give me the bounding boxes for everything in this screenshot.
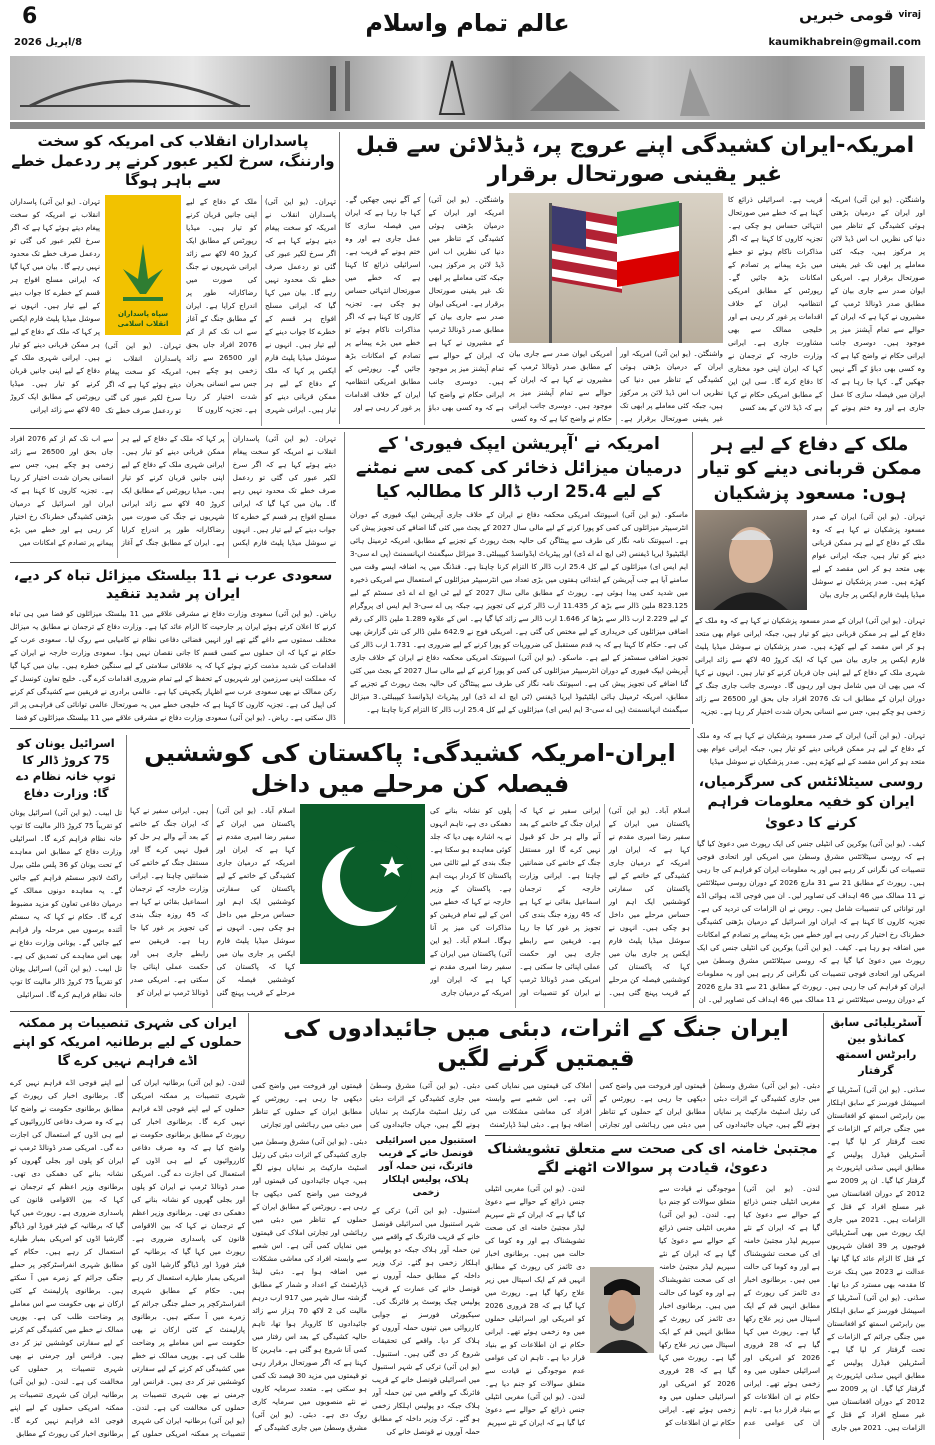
story-pakistan-body-right: اسلام آباد۔ (یو این آئی) پاکستان میں ایران کے سفیر رضا امیری مقدم نے کہا ہے کہ ایران اور امریکہ کے درمیان جاری کشیدگی کے خاتمے کے لیے پاکستان کی سفارتی کوششیں ایک اہم اور حساس مرحلے میں داخل ہو چکی ہیں۔ انہوں نے سوشل میڈیا پلیٹ فارم ایکس پر جاری بیان میں کہا کہ پاکستان کی کوششیں فیصلہ کن مرحلے کے قریب پہنچ گئی ہیں۔ ایرانی سفیر نے کہا کہ ایران جنگ کے خاتمے کے بعد آنے والے ہر حل کو قبول نہیں کرے گا اور مستقل جنگ کے خاتمے کی ضمانتیں چاہتا ہے۔ ایرانی وزارت خارجہ کے ترجمان اسماعیل بقائی نے کہا ہے کہ 45 روزہ جنگ بندی کی تجویز پر غور کیا جا رہا ہے۔ فریقین سے رابطے جاری ہیں اور حکمت عملی اپنائی جا سکتی ہے۔ امریکی صدر ڈونالڈ ٹرمپ نے ایران کو تنصیبات اور پلوں کو نشانہ بنانے کی دھمکی دی ہے، تاہم انہوں نے یہ اشارہ بھی دیا کہ جلد کوئی معاہدہ ہو سکتا ہے۔ جنگ بندی کے لیے ثالثی میں پاکستان کا کردار بہت اہم ہے۔ پاکستان کے وزیر خارجہ نے کہا کہ خطے میں امن کے لیے تمام فریقین کو مذاکرات کی میز پر آنا ہوگا۔ اسلام آباد۔ (یو این آئی) پاکستان میں ایران کے سفیر رضا امیری مقدم نے کہا ہے کہ ایران اور امریکہ کے درمیان جاری bbox=[430, 806, 690, 998]
column-divider bbox=[692, 432, 693, 724]
story-istanbul-body: استنبول۔ (یو این آئی) ترکی کے شہر استنبول میں اسرائیلی قونصل خانے کے قریب فائرنگ کے واقعے میں تین حملہ آور ہلاک جبکہ دو پولیس اہلکار زخمی ہو گئے۔ ترک وزیر داخلہ کے مطابق حملہ آوروں نے قونصل خانے کی عمارت کے قریب پولیس چیک پوسٹ پر فائرنگ کی۔ سیکیورٹی فورسز نے جوابی کارروائی میں تینوں حملہ آوروں کو ہلاک کر دیا۔ واقعے کی تحقیقات شروع کر دی گئی ہیں۔ استنبول۔ (یو این آئی) ترکی کے شہر استنبول میں اسرائیلی قونصل خانے کے قریب فائرنگ کے واقعے میں تین حملہ آور ہلاک جبکہ دو پولیس اہلکار زخمی ہو گئے۔ ترک وزیر داخلہ کے مطابق حملہ آوروں نے قونصل خانے کی bbox=[372, 1206, 480, 1437]
story-pezeshkian-body-lower: تہران۔ (یو این آئی) ایران کے صدر مسعود پزشکیان نے کہا ہے کہ وہ ملک کے دفاع کے لیے ہر ممکن قربانی دینے کو تیار ہیں، جبکہ ایرانی عوام بھی متحد ہو کر اس مقصد کے لیے کھڑے ہیں۔ صدر پزشکیان نے سوشل میڈیا پلیٹ فارم ایکس پر جاری بیان میں کہا کہ ایک کروڑ 40 لاکھ سے زائد ایرانی شہری ملک کے دفاع کے لیے اپنی جان قربان کرنے کو تیار ہیں۔ انہوں نے کہا کہ میں بھی ان میں شامل ہوں اور رہوں گا۔ دوسری جانب جاری جنگ کے دوران ایران کے مطابق اب تک 2076 افراد جاں بحق اور 26500 سے زائد زخمی ہو چکے ہیں، جس سے انسانی بحران شدت اختیار کر رہا ہے۔ تجزیہ bbox=[695, 615, 925, 716]
story-epic-fury-body: ماسکو۔ (یو این آئی) اسپوتنک امریکی محکمہ دفاع نے ایران کے خلاف جاری آپریشن ایپک فیوری کے دوران انٹرسیپٹر میزائلوں کی کمی کو پورا کرنے کے لیے مالی سال 2027 کے بجٹ میں کئی گنا اضافے کی تجویز پیش کی ہے۔ اسپوتنک نامہ نگار کی طرف سے پینٹاگن کی حالیہ بجٹ رپورٹ کے تجزیے کے مطابق، امریکہ ٹرمینل ہائی ایلٹیٹیوڈ ایریا ڈیفنس (ٹی ایچ اے اے ڈی) اور پیٹریاٹ ایڈوانسڈ کیپیبلٹی۔3 میزائل سیگمنٹ انہانسمنٹ (پی اے سی-3 ایم ایس ای) میزائلوں کے لیے کل 25.4 ارب ڈالر کا التزام کرنا چاہتا ہے۔ فنڈنگ میں یہ اضافہ ایسے وقت میں سامنے آیا ہے جب آپریشن کے ابتدائی ہفتوں میں بڑی تعداد میں انٹرسیپٹر میزائلوں کے استعمال سے امریکی ذخیرہ میں شدید کمی پیدا ہوئی ہے۔ رپورٹ کے مطابق مالی سال 2027 کے لیے ٹی ایچ اے اے ڈی سسٹم کے لیے 823.125 ملین ڈالر سے بڑھ کر 11.435 ارب ڈالر کرنے کی تجویز ہے، جبکہ پی اے سی-3 ایم ایس ای پروگرام کے لیے 2.229 ارب ڈالر سے بڑھا کر 1.646 ارب ڈالر سے زائد کیا گیا ہے۔ اس کے علاوہ 1.289 ملین ڈالر کی رقم اضافی میزائلوں کی خریداری کے لیے مختص کی گئی ہے۔ امریکی فوج نے 642.9 ملین ڈالر کی نئی گزارش بھی کی ہے۔ حکام کا کہنا ہے کہ یہ قدم مستقبل کی ضروریات کو پورا کرنے کے لیے ضروری ہے۔ 1.731 ارب ڈالر کی تجویز اضافی سسٹمز کے لیے ہے۔ ماسکو۔ (یو این آئی) اسپوتنک امریکی محکمہ دفاع نے ایران کے خلاف جاری آپریشن ایپک فیوری کے دوران انٹرسیپٹر میزائلوں کی کمی کو پورا کرنے کے لیے مالی سال 2027 کے بجٹ میں کئی گنا اضافے کی تجویز پیش کی ہے۔ اسپوتنک نامہ نگار کی طرف سے پینٹاگن کی حالیہ بجٹ رپورٹ کے تجزیے کے مطابق، امریکہ ٹرمینل ہائی ایلٹیٹیوڈ ایریا ڈیفنس (ٹی ایچ اے اے ڈی) اور پیٹریاٹ ایڈوانسڈ کیپیبلٹی۔3 میزائل سیگمنٹ انہانسمنٹ (پی اے سی-3 ایم ایس ای) میزائلوں کے لیے کل 25.4 ارب ڈالر کا التزام کرنا چاہتا ہے۔ bbox=[350, 510, 688, 715]
headline-pezeshkian: ملک کے دفاع کے لیے ہر ممکن قربانی دینے کو تیار ہوں: مسعود پزشکیان bbox=[698, 434, 922, 504]
header-divider bbox=[10, 122, 925, 129]
headline-russian-satellites: روسی سیٹلائٹس کی سرگرمیاں، ایران کو خفیہ معلومات فراہم کرنے کا دعویٰ bbox=[698, 774, 924, 831]
banner-illustration bbox=[10, 56, 925, 120]
row-divider bbox=[10, 1011, 925, 1012]
irgc-emblem-icon bbox=[118, 239, 168, 309]
headline-mojtaba: مجتبیٰ خامنہ ای کی صحت سے متعلق تشویشناک دعویٰ، قیادت پر سوالات اٹھنے لگے bbox=[487, 1140, 818, 1176]
story-dubai-body-lower: دبئی۔ (یو این آئی) مشرق وسطیٰ میں جاری کشیدگی کے اثرات دبئی کی رئیل اسٹیٹ مارکیٹ پر نمایاں ہونے لگے ہیں، جہاں جائیدادوں کی قیمتوں اور فروخت میں واضح کمی دیکھی جا رہی ہے۔ رپورٹس کے مطابق ایران کے حملوں کے تناظر میں دبئی میں رہائشی اور تجارتی املاک کی قیمتوں میں نمایاں کمی آئی ہے۔ اس شعبے سے وابستہ افراد کی معاشی مشکلات میں اضافہ ہوا ہے۔ دبئی لینڈ ڈپارٹمنٹ کے اعداد و شمار کے مطابق گزشتہ سال شہر میں 917 ارب درہم مالیت کی 2 لاکھ 70 ہزار سے زائد جائیدادوں کا کاروبار ہوا تھا، تاہم حالیہ کشیدگی کے بعد اس رفتار میں کمی آنا شروع ہو گئی ہے۔ ماہرین کا کہنا ہے کہ اگر صورتحال برقرار رہی تو قیمتوں میں مزید 30 فیصد تک کمی ہو سکتی ہے۔ متعدد سرمایہ کاروں نے نئے منصوبوں میں سرمایہ کاری روک دی ہے۔ دبئی۔ (یو این آئی) مشرق وسطیٰ میں جاری کشیدگی کے bbox=[252, 1136, 367, 1432]
pakistan-flag-photo bbox=[300, 804, 425, 964]
headline-israel-greece: اسرائیل یونان کو 75 کروڑ ڈالر کا توپ خانہ نظام دے گا: وزارت دفاع bbox=[16, 736, 116, 801]
story-irgc-body-right: تہران۔ (یو این آئی) پاسداران انقلاب نے امریکہ کو سخت پیغام دیتے ہوئے کہا ہے کہ اگر سرخ لکیر عبور کی گئی تو ردعمل صرف خطے تک محدود نہیں رہے گا۔ بیان میں کہا گیا کہ ایرانی مسلح افواج ہر قسم کے خطرے کا جواب دینے کے لیے تیار ہیں۔ انہوں نے سوشل میڈیا پلیٹ فارم ایکس پر کہا کہ ملک کے دفاع کے لیے ہر ممکن قربانی دینے کو تیار ہیں۔ ایرانی شہری ملک کے دفاع کے لیے اپنی جانیں قربان کرنے کو تیار ہیں۔ میڈیا رپورٹس کے مطابق ایک کروڑ 40 لاکھ سے زائد ایرانی شہریوں نے جنگ کی صورت میں رضاکارانہ طور پر اندراج کرایا ہے۔ ایران کے مطابق جنگ کے آغاز سے اب تک کم از کم 2076 افراد جاں بحق اور 26500 سے زائد زخمی ہو چکے ہیں، جس سے انسانی بحران شدت اختیار کر رہا ہے۔ تجزیہ کاروں کا bbox=[186, 196, 336, 414]
story-dubai bbox=[252, 1015, 820, 1439]
story-greece bbox=[10, 735, 122, 1008]
story-saudi-body: ریاض۔ (یو این آئی) سعودی وزارت دفاع نے مشرقی علاقے میں 11 بیلسٹک میزائلوں کو فضا میں ہی تباہ کرنے کا اعلان کرتے ہوئے ایران پر جارحیت کا الزام عائد کیا ہے۔ وزارت دفاع کے ترجمان نے مطابق یہ میزائل مختلف سمتوں سے داغے گئے تھے اور انہیں فضائی دفاعی نظام نے کامیابی سے روک لیا۔ سعودی عرب کے حکام نے کہا کہ ان حملوں سے کسی قسم کا جانی نقصان نہیں ہوا۔ سعودی وزارت خارجہ نے ایران کے اقدامات کی شدید مذمت کرتے ہوئے کہا کہ یہ علاقائی سلامتی کے لیے سنگین خطرہ ہیں۔ بیان میں کہا گیا کہ مملکت اپنی سرزمین اور شہریوں کے تحفظ کے لیے تمام ضروری اقدامات کرے گی۔ خلیج تعاون کونسل کے رکن ممالک نے بھی سعودی عرب سے اظہار یکجہتی کیا ہے۔ عالمی برادری نے فریقین سے کشیدگی کم کرنے کی اپیل کی ہے۔ تجزیہ کاروں کا کہنا ہے کہ خلیجی خطے میں یہ صورتحال عالمی توانائی کی فراہمی پر اثر ڈال سکتی ہے۔ ریاض۔ (یو این آئی) سعودی وزارت دفاع نے مشرقی علاقے میں 11 بیلسٹک میزائلوں کو فضا bbox=[10, 609, 336, 723]
column-divider bbox=[344, 432, 345, 724]
irgc-emblem-caption: سپاه پاسداران انقلاب اسلامی bbox=[117, 309, 169, 328]
headline-pakistan: ایران-امریکہ کشیدگی: پاکستان کی کوششیں فیصلہ کن مرحلے میں داخل bbox=[144, 739, 676, 799]
story-pakistan bbox=[130, 738, 690, 1008]
story-britain-body: لندن۔ (یو این آئی) برطانیہ ایران کی شہری تنصیبات پر ممکنہ امریکی حملوں کے لیے اپنے فوجی اڈے فراہم نہیں کرے گا۔ برطانوی اخبار کی رپورٹ کے مطابق برطانوی حکومت نے واضح کیا ہے کہ وہ صرف دفاعی کارروائیوں کے لیے ہی اڈوں کے استعمال کی اجازت دے گی۔ امریکی صدر ڈونالڈ ٹرمپ نے ایران کو پلوں اور بجلی گھروں کو نشانہ بنانے کی دھمکی دی تھی۔ برطانوی وزیر اعظم کے ترجمان نے کہا کہ بین الاقوامی قانون کی پاسداری ضروری ہے۔ رپورٹ میں کہا گیا کہ برطانیہ کے فیئر فورڈ اور ڈیاگو گارشیا اڈوں کو امریکی بمبار طیارے استعمال کر رہے ہیں۔ حکام کے مطابق شہری انفراسٹرکچر پر حملے جنگی جرائم کے زمرے میں آ سکتے ہیں۔ برطانوی پارلیمنٹ کے کئی ارکان نے بھی حکومت سے اس معاملے پر وضاحت طلب کی ہے۔ یورپی ممالک نے خطے میں کشیدگی کم کرنے کے لیے سفارتی کوششیں تیز کر دی ہیں۔ فرانس اور جرمنی نے بھی شہری تنصیبات پر حملوں کی مخالفت کی ہے۔ لندن۔ (یو این آئی) برطانیہ ایران کی شہری تنصیبات پر ممکنہ امریکی حملوں کے لیے اپنے فوجی اڈے فراہم نہیں کرے گا۔ برطانوی اخبار کی رپورٹ کے مطابق برطانوی حکومت نے واضح کیا ہے کہ وہ صرف دفاعی کارروائیوں کے لیے ہی اڈوں کے استعمال کی اجازت دے گی۔ امریکی صدر ڈونالڈ ٹرمپ نے ایران کو پلوں اور بجلی گھروں کو نشانہ بنانے کی دھمکی دی تھی۔ برطانوی وزیر اعظم کے ترجمان نے کہا کہ بین الاقوامی قانون کی پاسداری ضروری ہے۔ رپورٹ میں کہا گیا کہ برطانیہ کے فیئر فورڈ اور ڈیاگو گارشیا اڈوں کو امریکی بمبار طیارے استعمال کر رہے ہیں۔ حکام کے مطابق شہری انفراسٹرکچر پر حملے جنگی جرائم کے زمرے میں آ سکتے ہیں۔ برطانوی پارلیمنٹ کے کئی ارکان نے بھی حکومت سے اس معاملے پر وضاحت طلب کی ہے۔ یورپی ممالک نے خطے میں کشیدگی کم کرنے کے لیے سفارتی کوششیں تیز کر دی ہیں۔ فرانس اور جرمنی نے بھی شہری تنصیبات پر حملوں کی مخالفت کی ہے۔ لندن۔ (یو این آئی) برطانیہ ایران کی شہری تنصیبات پر ممکنہ امریکی حملوں کے لیے اپنے فوجی اڈے فراہم نہیں کرے گا۔ برطانوی اخبار کی رپورٹ کے مطابق bbox=[10, 1077, 245, 1438]
headline-irgc: پاسداران انقلاب کی امریکہ کو سخت وارننگ، سرخ لکیر عبور کرنے پر ردعمل خطے سے باہر ہوگا bbox=[11, 132, 335, 189]
headline-australia: آسٹریلیائی سابق کمانڈو بین رابرٹس اسمتھ گرفتار bbox=[830, 1016, 922, 1077]
headline-britain: ایران کی شہری تنصیبات پر ممکنہ حملوں کے لیے برطانیہ امریکہ کو اپنے اڈے فراہم نہیں کرے گا bbox=[12, 1016, 243, 1069]
world-landmarks-banner bbox=[10, 56, 925, 120]
story-us-iran-body-left: واشنگٹن۔ (یو این آئی) امریکہ اور ایران کے درمیان بڑھتی ہوئی کشیدگی کے تناظر میں دنیا کی نظریں اب اس ڈیڈ لائن پر مرکوز ہیں، جبکہ کئی معاملے پر ابھی تک غیر یقینی صورتحال برقرار ہے۔ امریکی ایوان صدر سے جاری بیان کے مطابق صدر ڈونالڈ ٹرمپ کے مشیروں نے کہا ہے کہ ایران کے حوالے سے تمام آپشنز میز پر موجود ہیں۔ دوسری جانب ایرانی حکام نے واضح کیا ہے کہ وہ کسی بھی دباؤ کے آگے نہیں جھکیں گے۔ کہا جا رہا ہے کہ ایران میں فیصلہ سازی کا عمل جاری ہے اور وہ ختم ہونے کے قریب ہے۔ اسرائیلی ذرائع کا کہنا ہے کہ خطے میں صورتحال انتہائی حساس ہو چکی ہے۔ تجزیہ کاروں کا کہنا ہے کہ اگر مذاکرات ناکام ہوئے تو خطے میں بڑے پیمانے پر تصادم کے امکانات بڑھ جائیں گے۔ رپورٹس کے مطابق امریکی انتظامیہ ایران کے خلاف اقدامات پر غور کر رہی ہے اور bbox=[345, 195, 504, 413]
story-mojtaba-body-right: لندن۔ (یو این آئی) مغربی انٹیلی جنس ذرائع کے حوالے سے دعویٰ کیا گیا ہے کہ ایران کے نئے سپریم لیڈر مجتبیٰ خامنہ ای کی صحت تشویشناک ہے اور وہ کوما کی حالت میں ہیں۔ برطانوی اخبار دی ٹائمز کی رپورٹ کے مطابق انہیں قم کے ایک اسپتال میں زیر علاج رکھا گیا ہے۔ رپورٹ میں کہا گیا ہے کہ 28 فروری 2026 کو امریکی اور اسرائیلی حملوں میں وہ زخمی ہوئے تھے۔ ایرانی حکام نے ان اطلاعات کو بے بنیاد قرار دیا ہے۔ تاہم ان کی عوامی عدم موجودگی نے قیادت سے متعلق سوالات کو جنم دیا ہے۔ لندن۔ (یو این آئی) مغربی انٹیلی جنس ذرائع کے حوالے سے دعویٰ کیا گیا ہے کہ ایران کے نئے سپریم لیڈر مجتبیٰ خامنہ ای کی صحت تشویشناک ہے اور وہ کوما کی حالت میں ہیں۔ برطانوی اخبار دی ٹائمز کی رپورٹ کے مطابق انہیں قم کے ایک اسپتال میں زیر علاج رکھا گیا ہے۔ رپورٹ میں کہا گیا ہے کہ 28 فروری 2026 کو امریکی اور اسرائیلی حملوں میں وہ زخمی ہوئے تھے۔ ایرانی حکام نے ان اطلاعات کو bbox=[659, 1183, 820, 1427]
story-us-iran-body-below: واشنگٹن۔ (یو این آئی) امریکہ اور ایران کے درمیان بڑھتی ہوئی کشیدگی کے تناظر میں دنیا کی نظریں اب اس ڈیڈ لائن پر مرکوز ہیں، جبکہ کئی معاملے پر ابھی تک غیر یقینی صورتحال برقرار ہے۔ امریکی ایوان صدر سے جاری بیان کے مطابق صدر ڈونالڈ ٹرمپ کے مشیروں نے کہا ہے کہ ایران کے حوالے سے تمام آپشنز میز پر موجود ہیں۔ دوسری جانب ایرانی حکام نے واضح کیا ہے کہ وہ کسی bbox=[509, 349, 723, 424]
irgc-emblem bbox=[105, 195, 181, 335]
paper-logo bbox=[799, 6, 921, 24]
column-divider bbox=[823, 1013, 824, 1440]
story-mojtaba-body-left: لندن۔ (یو این آئی) مغربی انٹیلی جنس ذرائع کے حوالے سے دعویٰ کیا گیا ہے کہ ایران کے نئے سپریم لیڈر مجتبیٰ خامنہ ای کی صحت تشویشناک ہے اور وہ کوما کی حالت میں ہیں۔ برطانوی اخبار دی ٹائمز کی رپورٹ کے مطابق انہیں قم کے ایک اسپتال میں زیر علاج رکھا گیا ہے۔ رپورٹ میں کہا گیا ہے کہ 28 فروری 2026 کو امریکی اور اسرائیلی حملوں میں وہ زخمی ہوئے تھے۔ ایرانی حکام نے ان اطلاعات کو بے بنیاد قرار دیا ہے۔ تاہم ان کی عوامی عدم موجودگی نے قیادت سے متعلق سوالات کو جنم دیا ہے۔ لندن۔ (یو این آئی) مغربی انٹیلی جنس ذرائع کے حوالے سے دعویٰ کیا گیا ہے کہ ایران کے نئے سپریم bbox=[485, 1183, 585, 1427]
masthead bbox=[0, 0, 935, 55]
contact-email: kaumikhabrein@gmail.com bbox=[768, 37, 921, 48]
headline-dubai: ایران جنگ کے اثرات، دبئی میں جائیدادوں کی قیمتیں گرنے لگیں bbox=[283, 1016, 789, 1072]
story-pezeshkian bbox=[695, 433, 925, 723]
story-britain bbox=[10, 1015, 245, 1439]
row-divider bbox=[10, 728, 690, 729]
column-divider bbox=[126, 735, 127, 1008]
us-iran-flags-photo bbox=[509, 193, 723, 343]
paper-name: قومی خبریں bbox=[799, 6, 894, 24]
headline-saudi: سعودی عرب نے 11 بیلسٹک میزائل تباہ کر دیے، ایران پر شدید تنقید bbox=[13, 568, 333, 603]
story-dubai-body-top: دبئی۔ (یو این آئی) مشرق وسطیٰ میں جاری کشیدگی کے اثرات دبئی کی رئیل اسٹیٹ مارکیٹ پر نمایاں ہونے لگے ہیں، جہاں جائیدادوں کی قیمتوں اور فروخت میں واضح کمی دیکھی جا رہی ہے۔ رپورٹس کے مطابق ایران کے حملوں کے تناظر میں دبئی میں رہائشی اور تجارتی املاک کی قیمتوں میں نمایاں کمی آئی ہے۔ اس شعبے سے وابستہ افراد کی معاشی مشکلات میں اضافہ ہوا ہے۔ دبئی لینڈ ڈپارٹمنٹ bbox=[485, 1080, 820, 1129]
story-us-iran-body-right: واشنگٹن۔ (یو این آئی) امریکہ اور ایران کے درمیان بڑھتی ہوئی کشیدگی کے تناظر میں دنیا کی نظریں اب اس ڈیڈ لائن پر مرکوز ہیں، جبکہ کئی معاملے پر ابھی تک غیر یقینی صورتحال برقرار ہے۔ امریکی ایوان صدر سے جاری بیان کے مطابق صدر ڈونالڈ ٹرمپ کے مشیروں نے کہا ہے کہ ایران کے حوالے سے تمام آپشنز میز پر موجود ہیں۔ دوسری جانب ایرانی حکام نے واضح کیا ہے کہ وہ کسی بھی دباؤ کے آگے نہیں جھکیں گے۔ کہا جا رہا ہے کہ ایران میں فیصلہ سازی کا عمل جاری ہے اور وہ ختم ہونے کے قریب ہے۔ اسرائیلی ذرائع کا کہنا ہے کہ خطے میں صورتحال انتہائی حساس ہو چکی ہے۔ تجزیہ کاروں کا کہنا ہے کہ اگر مذاکرات ناکام ہوئے تو خطے میں بڑے پیمانے پر تصادم کے امکانات بڑھ جائیں گے۔ رپورٹس کے مطابق امریکی انتظامیہ ایران کے خلاف اقدامات پر غور کر رہی ہے اور خلیجی ممالک سے بھی مشاورت جاری ہے۔ ایرانی وزارت خارجہ کے ترجمان نے کہا کہ ایران اپنی خود مختاری کا دفاع کرے گا۔ سی این این کے مطابق امریکی حکام نے کہا ہے کہ ڈیڈ لائن کے بعد کسی bbox=[728, 195, 925, 413]
column-divider bbox=[693, 728, 694, 1008]
story-irgc bbox=[10, 132, 336, 426]
story-epic-fury bbox=[350, 433, 688, 723]
story-irgc-body-under: تہران۔ (یو این آئی) پاسداران انقلاب نے امریکہ کو سخت پیغام دیتے ہوئے کہا ہے کہ اگر سرخ لکیر عبور کی گئی تو ردعمل صرف خطے تک bbox=[105, 340, 181, 415]
story-saudi-column bbox=[10, 432, 336, 723]
issue-date: 8/اپریل 2026 bbox=[14, 37, 83, 48]
pezeshkian-photo bbox=[695, 510, 807, 610]
viraj-logo: viraj bbox=[898, 10, 921, 20]
page-number: 6 bbox=[22, 4, 38, 29]
story-divider bbox=[10, 562, 336, 563]
story-australia bbox=[827, 1015, 925, 1439]
story-divider bbox=[485, 1135, 820, 1136]
crescent-star-icon bbox=[300, 804, 425, 964]
story-irgc-body-left: تہران۔ (یو این آئی) پاسداران انقلاب نے امریکہ کو سخت پیغام دیتے ہوئے کہا ہے کہ اگر سرخ لکیر عبور کی گئی تو ردعمل صرف خطے تک محدود نہیں رہے گا۔ بیان میں کہا گیا کہ ایرانی مسلح افواج ہر قسم کے خطرے کا جواب دینے کے لیے تیار ہیں۔ انہوں نے سوشل میڈیا پلیٹ فارم ایکس پر کہا کہ ملک کے دفاع کے لیے ہر ممکن قربانی دینے کو تیار ہیں۔ ایرانی شہری ملک کے دفاع کے لیے اپنی جانیں قربان کرنے کو تیار ہیں۔ میڈیا رپورٹس کے مطابق ایک کروڑ 40 لاکھ سے زائد ایرانی bbox=[10, 196, 100, 414]
section-title: عالم تمام واسلام bbox=[365, 9, 570, 37]
column-divider bbox=[339, 132, 340, 424]
story-russia-column bbox=[697, 729, 925, 1007]
story-australia-body: سڈنی۔ (یو این آئی) آسٹریلیا کے اسپیشل فورسز کے سابق اہلکار بین رابرٹس اسمتھ کو افغانستان میں جنگی جرائم کے الزامات کے تحت گرفتار کر لیا گیا ہے۔ آسٹریلین فیڈرل پولیس کے مطابق انہیں سڈنی ایئرپورٹ پر گرفتار کیا گیا۔ ان پر 2009 سے 2012 کے دوران افغانستان میں غیر مسلح افراد کے قتل کے الزامات ہیں۔ 2021 میں جاری ایک رپورٹ میں بھی آسٹریلیائی فوجیوں پر 39 افغان شہریوں کے قتل کا الزام عائد کیا گیا تھا۔ عدالت نے 2023 میں ہتک عزت کا مقدمہ بھی مسترد کر دیا تھا۔ سڈنی۔ (یو این آئی) آسٹریلیا کے اسپیشل فورسز کے سابق اہلکار بین رابرٹس اسمتھ کو افغانستان میں جنگی جرائم کے الزامات کے تحت گرفتار کر لیا گیا ہے۔ آسٹریلین فیڈرل پولیس کے مطابق انہیں سڈنی ایئرپورٹ پر گرفتار کیا گیا۔ ان پر 2009 سے 2012 کے دوران افغانستان میں غیر مسلح افراد کے قتل کے الزامات ہیں۔ 2021 میں جاری bbox=[827, 1084, 925, 1432]
headline-istanbul: استنبول میں اسرائیلی قونصل خانے کے قریب فائرنگ، تین حملہ آور ہلاک، پولیس اہلکار زخمی bbox=[375, 1135, 477, 1198]
story-pezeshkian-continued: تہران۔ (یو این آئی) ایران کے صدر مسعود پزشکیان نے کہا ہے کہ وہ ملک کے دفاع کے لیے ہر ممکن قربانی دینے کو تیار ہیں، جبکہ ایرانی عوام بھی متحد ہو کر اس مقصد کے لیے کھڑے ہیں۔ صدر پزشکیان نے سوشل میڈیا bbox=[697, 731, 925, 766]
headline-epic-fury: امریکہ نے 'آپریشن ایپک فیوری' کے درمیان میزائل ذخائر کی کمی سے نمٹنے کے لیے 25.4 ارب ڈالر کا مطالبہ کیا bbox=[356, 434, 682, 502]
story-russia-body: کیف۔ (یو این آئی) یوکرین کی انٹیلی جنس کی ایک رپورٹ میں دعویٰ کیا گیا ہے کہ روسی سیٹلائٹس مشرق وسطیٰ میں امریکی اور اتحادی فوجی تنصیبات کی نگرانی کر رہے ہیں اور یہ معلومات ایران کو فراہم کی جا رہی ہیں۔ رپورٹ کے مطابق 21 سے 31 مارچ 2026 کے دوران روسی سیٹلائٹس نے 11 ممالک میں 46 اہداف کی تصاویر لیں۔ ان میں فوجی اڈے، ہوائی اڈے اور توانائی کی تنصیبات شامل ہیں۔ روس نے ان الزامات کی تردید کی ہے۔ تجزیہ کاروں کا کہنا ہے کہ ایران اور اسرائیل کے درمیان بڑھتی کشیدگی خطرناک رخ اختیار کر رہی ہے اور خطے میں بڑے پیمانے پر تصادم کے امکانات میں اضافہ ہو رہا ہے۔ کیف۔ (یو این آئی) یوکرین کی انٹیلی جنس کی ایک رپورٹ میں دعویٰ کیا گیا ہے کہ روسی سیٹلائٹس مشرق وسطیٰ میں امریکی اور اتحادی فوجی تنصیبات کی نگرانی کر رہے ہیں اور یہ معلومات ایران کو فراہم کی جا رہی ہیں۔ رپورٹ کے مطابق 21 سے 31 مارچ 2026 کے دوران روسی سیٹلائٹس نے 11 ممالک میں 46 اہداف کی تصاویر لیں۔ ان bbox=[697, 838, 925, 1004]
story-irgc-continued: تہران۔ (یو این آئی) پاسداران انقلاب نے امریکہ کو سخت پیغام دیتے ہوئے کہا ہے کہ اگر سرخ لکیر عبور کی گئی تو ردعمل صرف خطے تک محدود نہیں رہے گا۔ بیان میں کہا گیا کہ ایرانی مسلح افواج ہر قسم کے خطرے کا جواب دینے کے لیے تیار ہیں۔ انہوں نے سوشل میڈیا پلیٹ فارم ایکس پر کہا کہ ملک کے دفاع کے لیے ہر ممکن قربانی دینے کو تیار ہیں۔ ایرانی شہری ملک کے دفاع کے لیے اپنی جانیں قربان کرنے کو تیار ہیں۔ میڈیا رپورٹس کے مطابق ایک کروڑ 40 لاکھ سے زائد ایرانی شہریوں نے جنگ کی صورت میں رضاکارانہ طور پر اندراج کرایا ہے۔ ایران کے مطابق جنگ کے آغاز سے اب تک کم از کم 2076 افراد جاں بحق اور 26500 سے زائد زخمی ہو چکے ہیں، جس سے انسانی بحران شدت اختیار کر رہا ہے۔ تجزیہ کاروں کا کہنا ہے کہ ایران اور اسرائیل کے درمیان بڑھتی کشیدگی خطرناک رخ اختیار کر رہی ہے اور خطے میں بڑے پیمانے پر تصادم کے امکانات میں bbox=[10, 434, 336, 547]
story-pakistan-body-left: اسلام آباد۔ (یو این آئی) پاکستان میں ایران کے سفیر رضا امیری مقدم نے کہا ہے کہ ایران اور امریکہ کے درمیان جاری کشیدگی کے خاتمے کے لیے پاکستان کی سفارتی کوششیں ایک اہم اور حساس مرحلے میں داخل ہو چکی ہیں۔ انہوں نے سوشل میڈیا پلیٹ فارم ایکس پر جاری بیان میں کہا کہ پاکستان کی کوششیں فیصلہ کن مرحلے کے قریب پہنچ گئی ہیں۔ ایرانی سفیر نے کہا کہ ایران جنگ کے خاتمے کے بعد آنے والے ہر حل کو قبول نہیں کرے گا اور مستقل جنگ کے خاتمے کی ضمانتیں چاہتا ہے۔ ایرانی وزارت خارجہ کے ترجمان اسماعیل بقائی نے کہا ہے کہ 45 روزہ جنگ بندی کی تجویز پر غور کیا جا رہا ہے۔ فریقین سے رابطے جاری ہیں اور حکمت عملی اپنائی جا سکتی ہے۔ امریکی صدر ڈونالڈ ٹرمپ نے ایران کو bbox=[130, 806, 295, 998]
mojtaba-photo bbox=[590, 1267, 654, 1353]
story-dubai-body-left: دبئی۔ (یو این آئی) مشرق وسطیٰ میں جاری کشیدگی کے اثرات دبئی کی رئیل اسٹیٹ مارکیٹ پر نمایاں ہونے لگے ہیں، جہاں جائیدادوں کی قیمتوں اور فروخت میں واضح کمی دیکھی جا رہی ہے۔ رپورٹس کے مطابق ایران کے حملوں کے تناظر میں دبئی میں رہائشی اور تجارتی bbox=[252, 1080, 480, 1129]
story-greece-body: تل ابیب۔ (یو این آئی) اسرائیل یونان کو تقریباً 75 کروڑ ڈالر مالیت کا توپ خانہ نظام فراہم کرے گا۔ اسرائیلی وزارت دفاع کے مطابق اس معاہدے کے تحت یونان کو 36 پلس ملٹی بیرل راکٹ لانچر سسٹم فراہم کیے جائیں گے۔ یہ معاہدہ دونوں ممالک کے درمیان دفاعی تعاون کو مزید مضبوط کرے گا۔ حکام نے کہا کہ یہ سسٹم آئندہ برسوں میں مرحلہ وار فراہم کیے جائیں گے۔ یونانی وزارت دفاع نے بھی اس معاہدے کی تصدیق کی ہے۔ تل ابیب۔ (یو این آئی) اسرائیل یونان کو تقریباً 75 کروڑ ڈالر مالیت کا توپ خانہ نظام فراہم کرے گا۔ اسرائیلی bbox=[10, 807, 122, 999]
column-divider bbox=[248, 1013, 249, 1440]
story-us-iran bbox=[345, 132, 925, 425]
row-divider bbox=[10, 428, 925, 429]
headline-us-iran: امریکہ-ایران کشیدگی اپنے عروج پر، ڈیڈلائن سے قبل غیر یقینی صورتحال برقرار bbox=[355, 133, 915, 187]
story-pezeshkian-body: تہران۔ (یو این آئی) ایران کے صدر مسعود پزشکیان نے کہا ہے کہ وہ ملک کے دفاع کے لیے ہر ممکن قربانی دینے کو تیار ہیں، جبکہ ایرانی عوام بھی متحد ہو کر اس مقصد کے لیے کھڑے ہیں۔ صدر پزشکیان نے سوشل میڈیا پلیٹ فارم ایکس پر جاری بیان bbox=[812, 511, 925, 599]
